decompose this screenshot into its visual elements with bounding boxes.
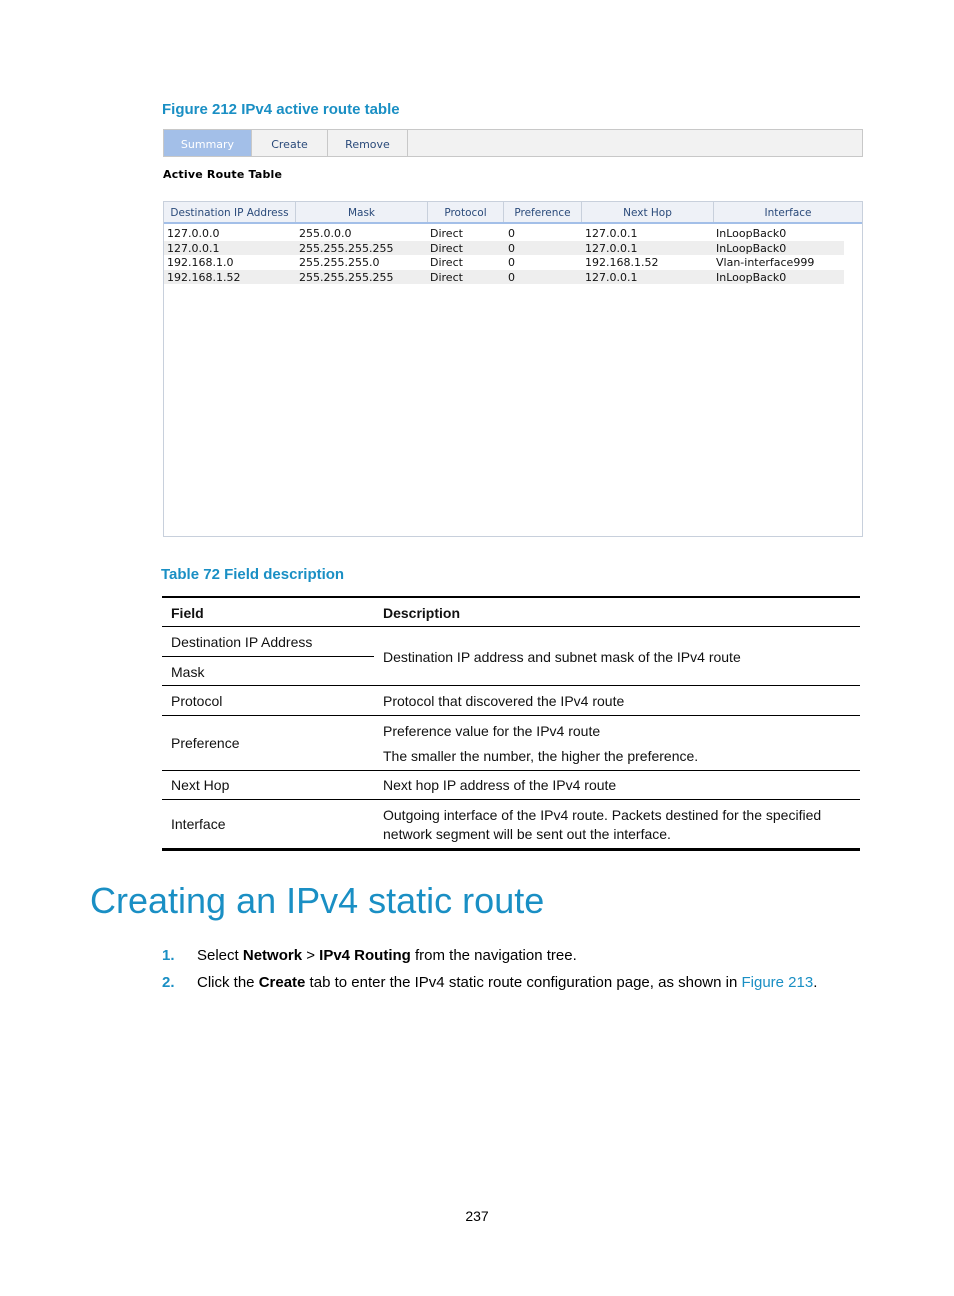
description-next-hop: Next hop IP address of the IPv4 route — [383, 777, 617, 793]
table-row[interactable] — [164, 226, 844, 241]
field-next-hop: Next Hop — [171, 777, 230, 793]
table-row[interactable] — [164, 270, 844, 285]
table-row[interactable] — [164, 255, 844, 270]
cell-protocol: Direct — [430, 241, 463, 255]
description-interface: Outgoing interface of the IPv4 route. Packets destined for the specified — [383, 807, 822, 823]
table-row-divider — [162, 656, 374, 657]
figure-213-link[interactable]: Figure 213 — [741, 974, 814, 991]
column-header-mask[interactable]: Mask — [296, 202, 428, 222]
column-header-next-hop[interactable]: Next Hop — [582, 202, 714, 222]
table-row-divider — [162, 770, 860, 771]
tab-bar — [163, 129, 863, 157]
description-protocol: Protocol that discovered the IPv4 route — [383, 693, 625, 709]
cell-protocol: Direct — [430, 256, 463, 269]
tab-summary[interactable]: Summary — [164, 130, 252, 156]
cell-mask: 255.255.255.0 — [299, 256, 380, 269]
cell-mask: 255.255.255.255 — [299, 241, 394, 255]
cell-interface: InLoopBack0 — [716, 227, 787, 240]
table-row-divider — [162, 715, 860, 716]
cell-interface: InLoopBack0 — [716, 270, 787, 284]
cell-mask: 255.0.0.0 — [299, 227, 352, 240]
description-preference-note: The smaller the number, the higher the preference. — [383, 748, 699, 764]
cell-protocol: Direct — [430, 227, 463, 240]
table-row-divider — [162, 799, 860, 800]
cell-next-hop: 192.168.1.52 — [585, 256, 659, 269]
column-header-preference[interactable]: Preference — [504, 202, 582, 222]
cell-destination: 192.168.1.52 — [167, 270, 241, 284]
column-header-interface[interactable]: Interface — [764, 207, 812, 219]
description-preference: Preference value for the IPv4 route — [383, 723, 601, 739]
cell-mask: 255.255.255.255 — [299, 270, 394, 284]
table-bottom-rule — [162, 848, 860, 851]
table-row-divider — [162, 685, 860, 686]
field-protocol: Protocol — [171, 693, 223, 709]
table-header-rule — [162, 626, 860, 627]
column-header-protocol[interactable]: Protocol — [428, 202, 504, 222]
cell-interface: InLoopBack0 — [716, 241, 787, 255]
field-destination-ip: Destination IP Address — [171, 634, 313, 650]
tab-create[interactable]: Create — [252, 130, 328, 156]
description-header: Description — [383, 605, 461, 621]
table-row[interactable] — [164, 241, 844, 256]
table-caption: Table 72 Field description — [161, 566, 345, 583]
step-text: Click the Create tab to enter the IPv4 static route configuration page, as shown in Figure 213. — [197, 974, 818, 991]
cell-destination: 127.0.0.0 — [167, 227, 220, 240]
field-preference: Preference — [171, 735, 240, 751]
active-route-table — [163, 201, 863, 537]
field-header: Field — [171, 605, 204, 621]
route-table-header — [164, 202, 862, 224]
cell-next-hop: 127.0.0.1 — [585, 227, 638, 240]
description-destination-mask: Destination IP address and subnet mask of the IPv4 route — [383, 649, 741, 665]
step-text: Select Network > IPv4 Routing from the navigation tree. — [197, 947, 577, 964]
cell-destination: 127.0.0.1 — [167, 241, 220, 255]
cell-preference: 0 — [508, 241, 515, 255]
tab-remove[interactable]: Remove — [328, 130, 408, 156]
step-number: 2. — [162, 974, 175, 991]
cell-interface: Vlan-interface999 — [716, 256, 815, 269]
cell-preference: 0 — [508, 256, 515, 269]
page-number: 237 — [465, 1208, 489, 1224]
cell-preference: 0 — [508, 270, 515, 284]
cell-next-hop: 127.0.0.1 — [585, 241, 638, 255]
cell-preference: 0 — [508, 227, 515, 240]
route-table-title: Active Route Table — [163, 168, 283, 181]
cell-destination: 192.168.1.0 — [167, 256, 234, 269]
description-interface-cont: network segment will be sent out the interface. — [383, 826, 671, 842]
cell-next-hop: 127.0.0.1 — [585, 270, 638, 284]
step-number: 1. — [162, 947, 175, 964]
field-interface: Interface — [171, 816, 226, 832]
section-heading: Creating an IPv4 static route — [90, 880, 545, 921]
cell-protocol: Direct — [430, 270, 463, 284]
figure-caption: Figure 212 IPv4 active route table — [162, 101, 400, 118]
table-top-rule — [162, 596, 860, 598]
field-mask: Mask — [171, 664, 205, 680]
column-header-destination[interactable]: Destination IP Address — [164, 202, 296, 222]
